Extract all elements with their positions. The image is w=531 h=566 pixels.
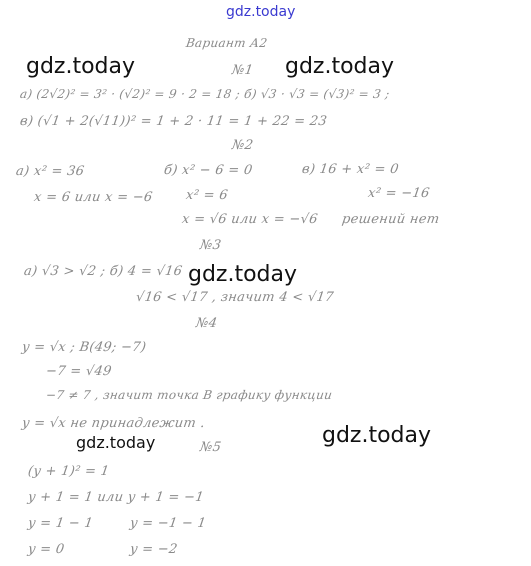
line-4a: x = 6 или x = −6 <box>32 190 154 205</box>
section-3-heading: №3 <box>198 238 223 253</box>
watermark-right-1: gdz.today <box>285 54 395 79</box>
line-14b: y = −1 − 1 <box>128 516 208 531</box>
line-15b: y = −2 <box>128 542 179 557</box>
line-9: −7 = √49 <box>44 364 113 379</box>
line-5c: решений нет <box>340 212 441 227</box>
watermark-left-1: gdz.today <box>26 54 136 79</box>
line-8: y = √x ; B(49; −7) <box>20 340 148 355</box>
line-1: а) (2√2)² = 3² · (√2)² = 9 · 2 = 18 ; б) √3 · √3 = (√3)² = 3 ; <box>19 87 391 101</box>
variant-title: Вариант А2 <box>185 36 269 50</box>
watermark-right-2: gdz.today <box>322 423 432 448</box>
section-4-heading: №4 <box>194 316 219 331</box>
line-3b: б) x² − 6 = 0 <box>162 163 254 178</box>
section-5-heading: №5 <box>198 440 223 455</box>
line-3a: а) x² = 36 <box>14 164 86 179</box>
line-10: −7 ≠ 7 , значит точка B графику функции <box>45 388 334 402</box>
line-7: √16 < √17 , значит 4 < √17 <box>134 290 335 305</box>
line-4b: x² = 6 <box>184 188 229 203</box>
line-5b: x = √6 или x = −√6 <box>180 212 319 227</box>
section-1-heading: №1 <box>230 63 255 78</box>
line-2: в) (√1 + 2(√11))² = 1 + 2 · 11 = 1 + 22 = 23 <box>18 114 328 129</box>
line-12: (y + 1)² = 1 <box>26 464 111 479</box>
line-15a: y = 0 <box>26 542 66 557</box>
line-11: y = √x не принадлежит . <box>20 416 206 431</box>
watermark-top: gdz.today <box>226 4 296 20</box>
line-6: а) √3 > √2 ; б) 4 = √16 <box>22 264 184 279</box>
section-2-heading: №2 <box>230 138 255 153</box>
line-3c: в) 16 + x² = 0 <box>300 162 400 177</box>
line-14a: y = 1 − 1 <box>26 516 94 531</box>
watermark-middle: gdz.today <box>188 262 298 287</box>
line-13: y + 1 = 1 или y + 1 = −1 <box>26 490 205 505</box>
line-4c: x² = −16 <box>366 186 431 201</box>
watermark-small-left: gdz.today <box>76 433 156 452</box>
